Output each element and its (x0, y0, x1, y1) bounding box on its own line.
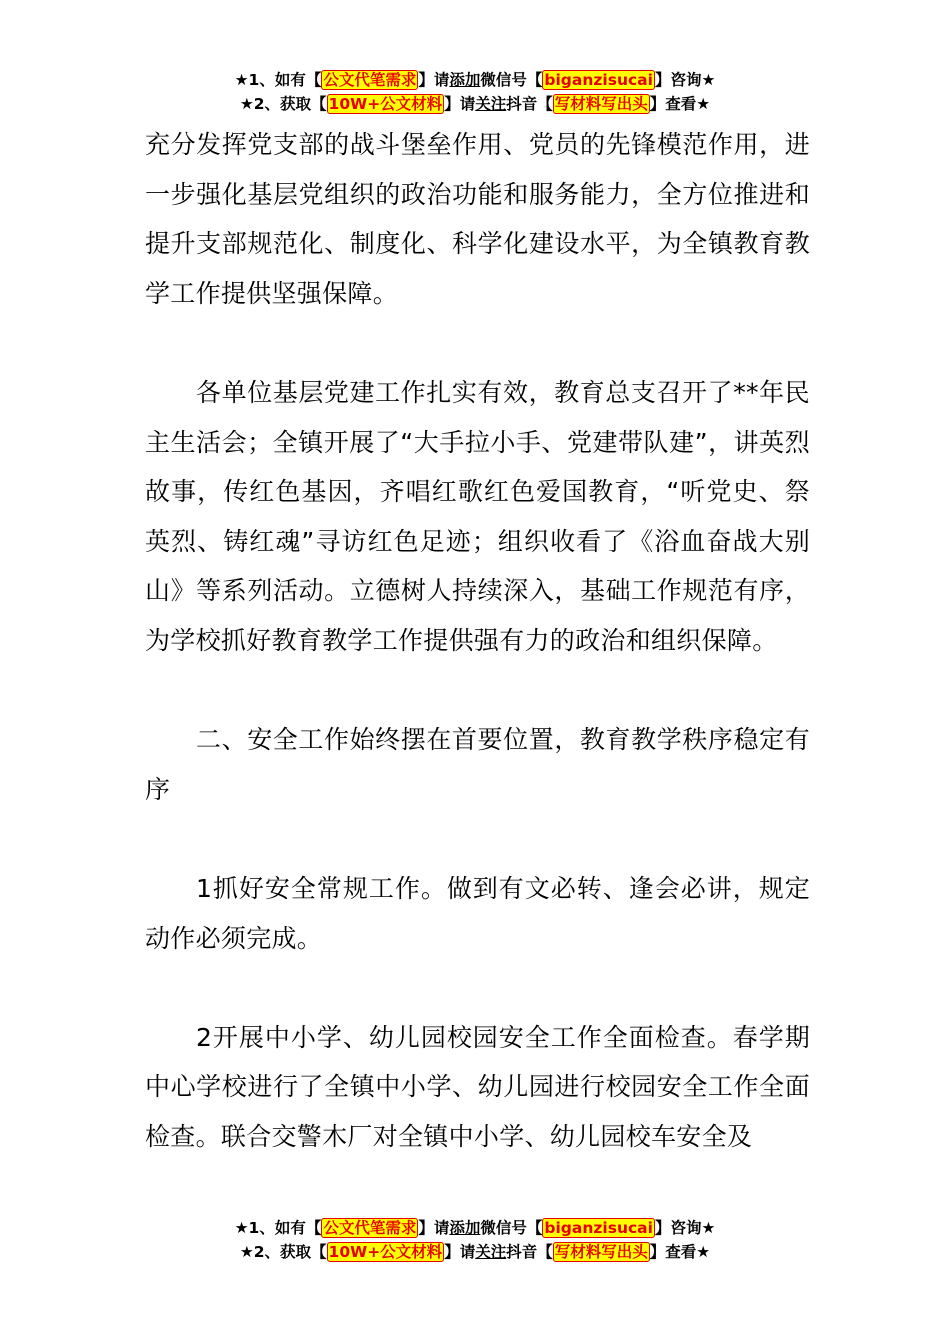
banner-underlined-text: 关注 (475, 95, 507, 113)
banner-text: 】查看★ (649, 95, 711, 113)
banner-text: 抖音【 (506, 95, 553, 113)
highlight-tag: 写材料写出头 (554, 95, 648, 113)
highlight-tag: biganzisucai (544, 1219, 653, 1237)
highlight-tag: 公文代笔需求 (323, 1219, 417, 1237)
highlight-tag: 10W+公文材料 (328, 95, 443, 113)
paragraph-spacer (145, 814, 810, 864)
paragraph: 各单位基层党建工作扎实有效，教育总支召开了**年民主生活会；全镇开展了“大手拉小手、党建带队建”，讲英烈故事，传红色基因，齐唱红歌红色爱国教育，“听党史、祭英烈、铸红魂”寻访红色足迹；组织收看了《浴血奋战大别山》等系列活动。立德树人持续深入，基础工作规范有序，为学校抓好教育教学工作提供强有力的政治和组织保障。 (145, 377, 810, 655)
banner-text: 】咨询★ (654, 71, 716, 89)
footer-banner (0, 1216, 950, 1264)
banner-line-1 (0, 68, 950, 92)
highlight-tag: biganzisucai (544, 71, 653, 89)
banner-text: 抖音【 (506, 1243, 553, 1261)
banner-text: ★1、如有【 (234, 1219, 322, 1237)
paragraph-spacer (145, 666, 810, 716)
banner-text: 】请 (418, 1219, 450, 1237)
banner-text: 】请 (444, 1243, 476, 1261)
highlight-tag: 10W+公文材料 (328, 1243, 443, 1261)
banner-line-2 (0, 92, 950, 116)
paragraph: 充分发挥党支部的战斗堡垒作用、党员的先锋模范作用，进一步强化基层党组织的政治功能和服务能力，全方位推进和提升支部规范化、制度化、科学化建设水平，为全镇教育教学工作提供坚强保障。 (145, 130, 810, 308)
banner-text: ★2、获取【 (239, 95, 327, 113)
banner-line-2 (0, 1240, 950, 1264)
banner-underlined-text: 添加 (449, 1219, 481, 1237)
banner-text: 】请 (418, 71, 450, 89)
paragraph-spacer (145, 318, 810, 368)
header-banner (0, 68, 950, 116)
paragraph-spacer (145, 963, 810, 1013)
paragraph: 1抓好安全常规工作。做到有文必转、逢会必讲，规定动作必须完成。 (145, 873, 810, 953)
banner-underlined-text: 关注 (475, 1243, 507, 1261)
banner-text: 】请 (444, 95, 476, 113)
highlight-tag: 公文代笔需求 (323, 71, 417, 89)
section-heading: 二、安全工作始终摆在首要位置，教育教学秩序稳定有序 (145, 725, 810, 804)
banner-text: ★2、获取【 (239, 1243, 327, 1261)
banner-text: 】查看★ (649, 1243, 711, 1261)
banner-text: 微信号【 (480, 1219, 543, 1237)
banner-underlined-text: 添加 (449, 71, 481, 89)
document-body (145, 120, 810, 1161)
banner-text: 】咨询★ (654, 1219, 716, 1237)
paragraph: 2开展中小学、幼儿园校园安全工作全面检查。春学期中心学校进行了全镇中小学、幼儿园进行校园安全工作全面检查。联合交警木厂对全镇中小学、幼儿园校车安全及 (145, 1022, 810, 1151)
banner-text: ★1、如有【 (234, 71, 322, 89)
banner-text: 微信号【 (480, 71, 543, 89)
highlight-tag: 写材料写出头 (554, 1243, 648, 1261)
banner-line-1 (0, 1216, 950, 1240)
